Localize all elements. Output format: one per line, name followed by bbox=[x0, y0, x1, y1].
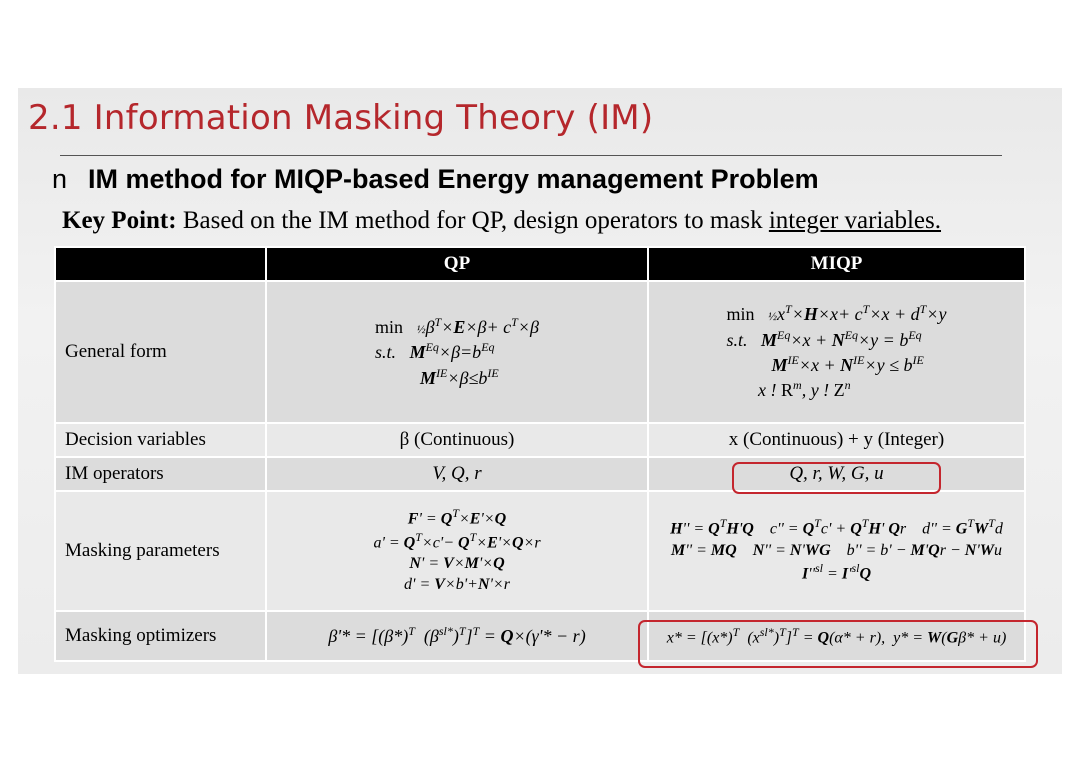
header-qp: QP bbox=[266, 247, 648, 281]
row-im-operators bbox=[55, 457, 1025, 491]
miqp-general-form: min $\frac{1}{2}x^T\times H\times x+ c^T\times x + d^T\times y$ s.t. $M^{Eq}\times x + N^{Eq}\times y = b^{Eq}$ $M^{IE}\times x + N^{IE}\times y \le b^{IE}$ x ! $R^m$, y ! $Z^n$ bbox=[648, 281, 1025, 423]
label-decision-variables: Decision variables bbox=[55, 423, 266, 457]
qp-decision-variables: β (Continuous) bbox=[266, 423, 648, 457]
miqp-masking-optimizers: $x* = [(x*)^T$ $(x^{sl*})^T]^T = Q(\alpha* + r)$, y* = W(Gβ* + u) bbox=[648, 611, 1025, 661]
label-general-form: General form bbox=[55, 281, 266, 423]
qp-masking-optimizers: $\beta'* = [(\beta*)^T$ $(\beta^{sl*})^T]^T = Q\times(\gamma'* - r)$ bbox=[266, 611, 648, 661]
miqp-masking-parameters: $H'' = Q^TH'Q$ $c'' = Q^Tc' + Q^TH'$ Qr $d'' = G^TW^Td$ M'' = MQ N'' = N'WG b'' = b' − M'Qr − N'Wu $I''^{sl} = I'^{sl}Q$ bbox=[648, 491, 1025, 611]
table-header-row bbox=[55, 247, 1025, 281]
row-decision-variables bbox=[55, 423, 1025, 457]
key-point bbox=[62, 207, 941, 235]
miqp-decision-variables: x (Continuous) + y (Integer) bbox=[648, 423, 1025, 457]
slide-title: 2.1 Information Masking Theory (IM) bbox=[28, 98, 654, 138]
qp-masking-parameters: $F' = Q^T\times E'\times Q$ $a' = Q^T\times c'- Q^T\times E'\times Q\times r$ N' = V×M'×Q d' = V×b'+N'×r bbox=[266, 491, 648, 611]
label-masking-parameters: Masking parameters bbox=[55, 491, 266, 611]
slide bbox=[18, 88, 1062, 674]
header-miqp: MIQP bbox=[648, 247, 1025, 281]
key-point-underlined: integer variables. bbox=[768, 207, 942, 234]
title-divider bbox=[60, 155, 1002, 156]
row-masking-optimizers bbox=[55, 611, 1025, 661]
comparison-table bbox=[54, 246, 1026, 662]
key-point-label: Key Point: bbox=[62, 207, 177, 234]
bullet-heading bbox=[52, 164, 819, 195]
key-point-text: Based on the IM method for QP, design operators to mask bbox=[176, 207, 769, 234]
header-empty bbox=[55, 247, 266, 281]
row-general-form bbox=[55, 281, 1025, 423]
qp-im-operators: V, Q, r bbox=[266, 457, 648, 491]
qp-general-form: min $\frac{1}{2}\beta^T\times E\times\beta+ c^T\times\beta$ s.t. $M^{Eq}\times\beta=b^{Eq}$ $M^{IE}\times\beta\le b^{IE}$ bbox=[266, 281, 648, 423]
label-masking-optimizers: Masking optimizers bbox=[55, 611, 266, 661]
row-masking-parameters bbox=[55, 491, 1025, 611]
bullet-marker: n bbox=[52, 164, 68, 194]
bullet-text: IM method for MIQP-based Energy management Problem bbox=[88, 164, 819, 194]
miqp-im-operators: Q, r, W, G, u bbox=[648, 457, 1025, 491]
label-im-operators: IM operators bbox=[55, 457, 266, 491]
